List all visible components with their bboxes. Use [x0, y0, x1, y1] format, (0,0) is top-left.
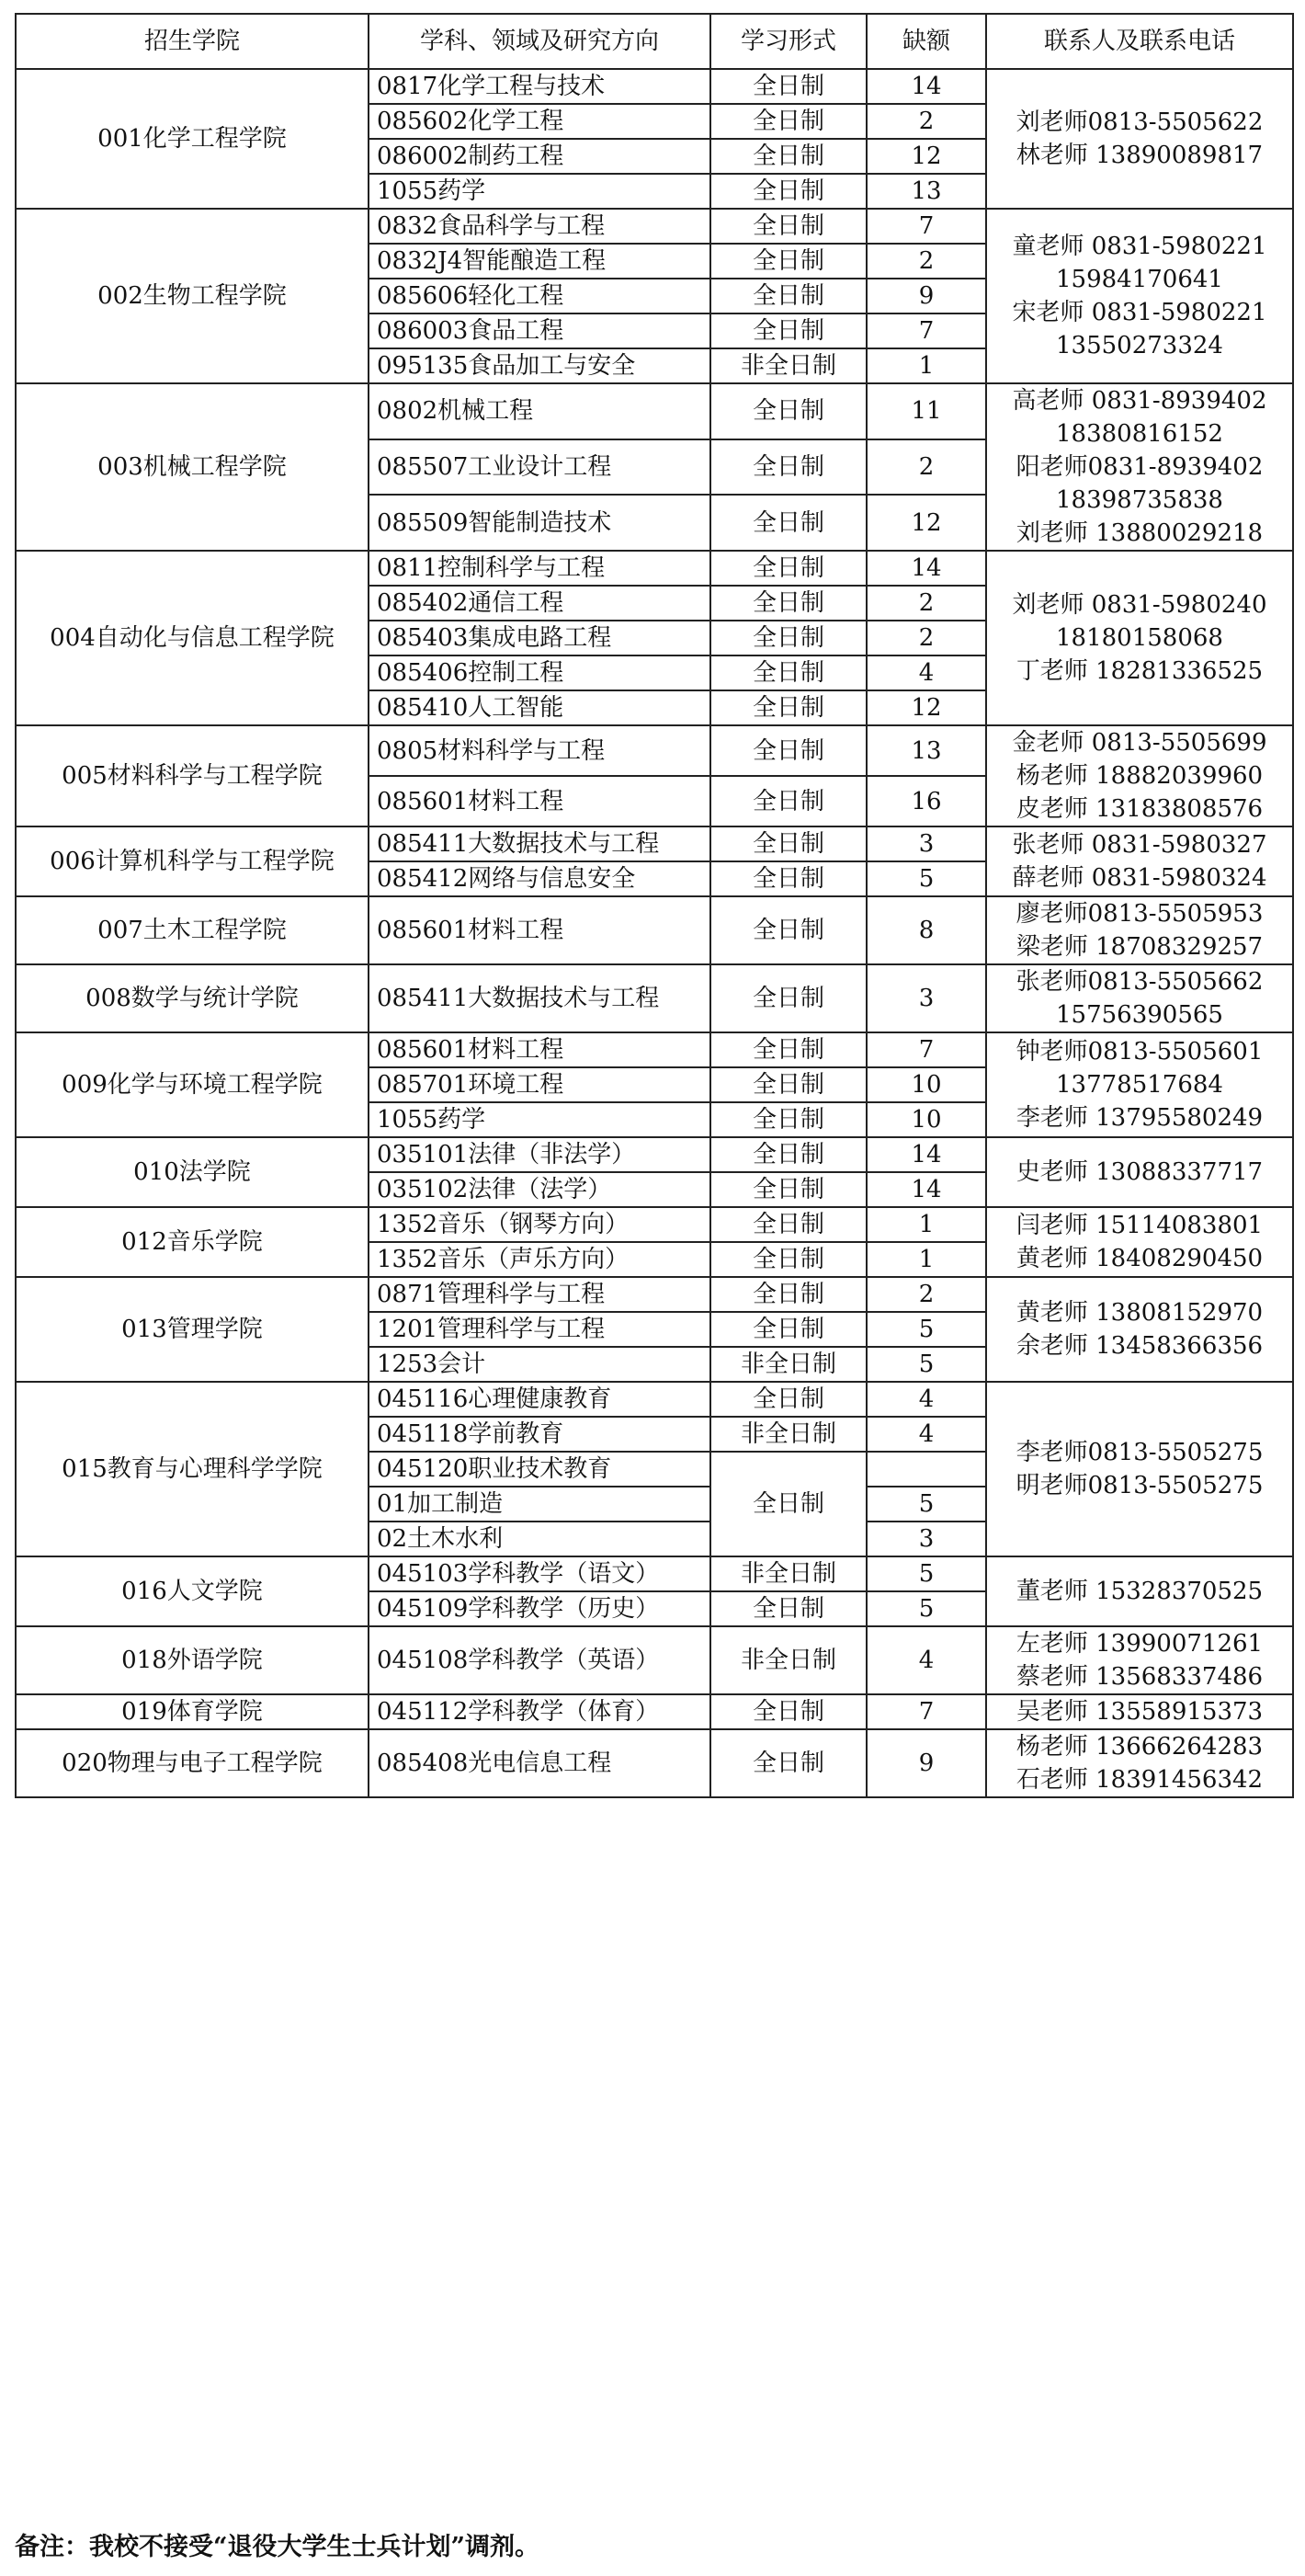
- quota-count: 5: [867, 1556, 986, 1591]
- header-row: [16, 14, 1293, 69]
- table-row: [16, 1207, 1293, 1242]
- study-mode: 全日制: [710, 139, 867, 174]
- school-name: 016人文学院: [16, 1556, 369, 1626]
- quota-count: 5: [867, 1487, 986, 1522]
- quota-count: 9: [867, 1729, 986, 1797]
- contact-line: 金老师 0813-5505699: [1012, 729, 1267, 757]
- contact-line: 闫老师 15114083801: [1016, 1212, 1264, 1239]
- study-mode: 全日制: [710, 439, 867, 496]
- contact-info: [986, 1556, 1293, 1626]
- table-row: [16, 1032, 1293, 1067]
- study-mode: 非全日制: [710, 1417, 867, 1452]
- table-row: [16, 1277, 1293, 1312]
- school-name: 010法学院: [16, 1137, 369, 1207]
- contact-line: 刘老师 13880029218: [1016, 519, 1264, 547]
- contact-info: [986, 1382, 1293, 1556]
- contact-line: 薛老师 0831-5980324: [1012, 864, 1267, 892]
- header-school: 招生学院: [16, 14, 369, 69]
- study-mode: 全日制: [710, 1242, 867, 1277]
- contact-info: [986, 69, 1293, 209]
- contact-line: 15984170641: [1056, 266, 1223, 293]
- vacancy-table: [15, 13, 1294, 1798]
- table-row: [16, 209, 1293, 244]
- subject-name: 085507工业设计工程: [369, 439, 710, 496]
- quota-count: 16: [867, 776, 986, 826]
- table-row: [16, 1382, 1293, 1417]
- contact-info: [986, 1277, 1293, 1382]
- subject-name: 035102法律（法学）: [369, 1172, 710, 1207]
- contact-line: 石老师 18391456342: [1016, 1766, 1264, 1794]
- contact-line: 刘老师0813-5505622: [1016, 108, 1264, 136]
- subject-name: 085411大数据技术与工程: [369, 964, 710, 1032]
- contact-line: 杨老师 18882039960: [1016, 762, 1264, 790]
- contact-line: 明老师0813-5505275: [1016, 1472, 1264, 1499]
- study-mode: 全日制: [710, 209, 867, 244]
- quota-count: 3: [867, 1522, 986, 1556]
- school-name: 005材料科学与工程学院: [16, 725, 369, 826]
- study-mode: 全日制: [710, 826, 867, 861]
- subject-name: 0817化学工程与技术: [369, 69, 710, 104]
- table-row: [16, 725, 1293, 776]
- school-name: 019体育学院: [16, 1694, 369, 1729]
- quota-count: 7: [867, 1032, 986, 1067]
- subject-name: 085606轻化工程: [369, 279, 710, 313]
- subject-name: 0805材料科学与工程: [369, 725, 710, 776]
- table-row: [16, 69, 1293, 104]
- table-row: [16, 383, 1293, 439]
- subject-name: 045120职业技术教育: [369, 1452, 710, 1487]
- subject-name: 085410人工智能: [369, 690, 710, 725]
- contact-line: 余老师 13458366356: [1016, 1332, 1264, 1360]
- quota-count: 14: [867, 69, 986, 104]
- header-study-mode: 学习形式: [710, 14, 867, 69]
- contact-info: [986, 209, 1293, 383]
- quota-count: 2: [867, 104, 986, 139]
- study-mode: 全日制: [710, 69, 867, 104]
- quota-count: 5: [867, 861, 986, 896]
- contact-line: 林老师 13890089817: [1016, 142, 1264, 169]
- quota-count: 13: [867, 725, 986, 776]
- quota-count: [867, 1452, 986, 1487]
- contact-line: 童老师 0831-5980221: [1012, 233, 1267, 260]
- contact-info: [986, 1137, 1293, 1207]
- subject-name: 02土木水利: [369, 1522, 710, 1556]
- contact-info: [986, 826, 1293, 896]
- contact-line: 13778517684: [1056, 1071, 1223, 1099]
- subject-name: 0811控制科学与工程: [369, 551, 710, 586]
- subject-name: 01加工制造: [369, 1487, 710, 1522]
- contact-line: 黄老师 13808152970: [1016, 1299, 1264, 1327]
- quota-count: 1: [867, 1207, 986, 1242]
- quota-count: 12: [867, 690, 986, 725]
- quota-count: 3: [867, 826, 986, 861]
- quota-count: 8: [867, 896, 986, 964]
- school-name: 020物理与电子工程学院: [16, 1729, 369, 1797]
- school-name: 009化学与环境工程学院: [16, 1032, 369, 1137]
- subject-name: 085602化学工程: [369, 104, 710, 139]
- subject-name: 035101法律（非法学）: [369, 1137, 710, 1172]
- contact-line: 阳老师0831-8939402: [1016, 453, 1264, 481]
- study-mode: 非全日制: [710, 348, 867, 383]
- contact-info: [986, 1729, 1293, 1797]
- study-mode: 全日制: [710, 725, 867, 776]
- contact-line: 左老师 13990071261: [1016, 1630, 1264, 1658]
- subject-name: 085601材料工程: [369, 896, 710, 964]
- study-mode: 全日制: [710, 244, 867, 279]
- contact-line: 15756390565: [1056, 1001, 1223, 1029]
- contact-line: 张老师 0831-5980327: [1012, 831, 1267, 859]
- contact-line: 18380816152: [1056, 420, 1223, 448]
- subject-name: 1253会计: [369, 1347, 710, 1382]
- quota-count: 2: [867, 586, 986, 621]
- header-contact: 联系人及联系电话: [986, 14, 1293, 69]
- contact-line: 丁老师 18281336525: [1016, 657, 1264, 685]
- contact-line: 李老师0813-5505275: [1016, 1439, 1264, 1466]
- subject-name: 0832J4智能酿造工程: [369, 244, 710, 279]
- subject-name: 086002制药工程: [369, 139, 710, 174]
- study-mode: 全日制: [710, 1102, 867, 1137]
- study-mode: 全日制: [710, 690, 867, 725]
- study-mode: 全日制: [710, 1729, 867, 1797]
- subject-name: 0802机械工程: [369, 383, 710, 439]
- school-name: 015教育与心理科学学院: [16, 1382, 369, 1556]
- school-name: 008数学与统计学院: [16, 964, 369, 1032]
- study-mode: 全日制: [710, 1694, 867, 1729]
- subject-name: 045108学科教学（英语）: [369, 1626, 710, 1694]
- subject-name: 085601材料工程: [369, 776, 710, 826]
- study-mode: 全日制: [710, 313, 867, 348]
- contact-info: [986, 964, 1293, 1032]
- study-mode: 全日制: [710, 896, 867, 964]
- study-mode: 全日制: [710, 1382, 867, 1417]
- contact-info: [986, 383, 1293, 551]
- study-mode: 全日制: [710, 495, 867, 551]
- subject-name: 045116心理健康教育: [369, 1382, 710, 1417]
- table-row: [16, 964, 1293, 1032]
- table-row: [16, 1626, 1293, 1694]
- school-name: 007土木工程学院: [16, 896, 369, 964]
- contact-line: 18180158068: [1056, 624, 1223, 652]
- table-row: [16, 826, 1293, 861]
- study-mode: 全日制: [710, 964, 867, 1032]
- quota-count: 4: [867, 1417, 986, 1452]
- contact-line: 钟老师0813-5505601: [1016, 1038, 1264, 1066]
- quota-count: 7: [867, 1694, 986, 1729]
- contact-info: [986, 725, 1293, 826]
- quota-count: 10: [867, 1067, 986, 1102]
- contact-line: 杨老师 13666264283: [1016, 1733, 1264, 1761]
- quota-count: 14: [867, 1172, 986, 1207]
- quota-count: 5: [867, 1347, 986, 1382]
- school-name: 006计算机科学与工程学院: [16, 826, 369, 896]
- contact-line: 18398735838: [1056, 486, 1223, 514]
- contact-line: 宋老师 0831-5980221: [1012, 299, 1267, 326]
- subject-name: 085601材料工程: [369, 1032, 710, 1067]
- subject-name: 085412网络与信息安全: [369, 861, 710, 896]
- subject-name: 085509智能制造技术: [369, 495, 710, 551]
- subject-name: 085406控制工程: [369, 655, 710, 690]
- admissions-table-sheet: [15, 13, 1292, 1798]
- subject-name: 1055药学: [369, 1102, 710, 1137]
- study-mode: 全日制: [710, 1452, 867, 1556]
- quota-count: 14: [867, 551, 986, 586]
- study-mode: 非全日制: [710, 1556, 867, 1591]
- quota-count: 9: [867, 279, 986, 313]
- school-name: 013管理学院: [16, 1277, 369, 1382]
- study-mode: 全日制: [710, 1067, 867, 1102]
- subject-name: 1352音乐（钢琴方向）: [369, 1207, 710, 1242]
- footnote: 备注：我校不接受“退役大学生士兵计划”调剂。: [15, 2533, 540, 2561]
- subject-name: 085411大数据技术与工程: [369, 826, 710, 861]
- study-mode: 全日制: [710, 383, 867, 439]
- subject-name: 085408光电信息工程: [369, 1729, 710, 1797]
- study-mode: 全日制: [710, 174, 867, 209]
- study-mode: 非全日制: [710, 1626, 867, 1694]
- school-name: 001化学工程学院: [16, 69, 369, 209]
- quota-count: 2: [867, 244, 986, 279]
- study-mode: 全日制: [710, 551, 867, 586]
- contact-line: 张老师0813-5505662: [1016, 968, 1264, 996]
- quota-count: 7: [867, 313, 986, 348]
- contact-line: 刘老师 0831-5980240: [1012, 591, 1267, 619]
- subject-name: 0871管理科学与工程: [369, 1277, 710, 1312]
- subject-name: 1352音乐（声乐方向）: [369, 1242, 710, 1277]
- subject-name: 045118学前教育: [369, 1417, 710, 1452]
- study-mode: 非全日制: [710, 1347, 867, 1382]
- school-name: 004自动化与信息工程学院: [16, 551, 369, 725]
- study-mode: 全日制: [710, 776, 867, 826]
- subject-name: 085403集成电路工程: [369, 621, 710, 655]
- table-row: [16, 1137, 1293, 1172]
- study-mode: 全日制: [710, 861, 867, 896]
- quota-count: 2: [867, 1277, 986, 1312]
- quota-count: 7: [867, 209, 986, 244]
- study-mode: 全日制: [710, 1207, 867, 1242]
- subject-name: 0832食品科学与工程: [369, 209, 710, 244]
- subject-name: 045109学科教学（历史）: [369, 1591, 710, 1626]
- subject-name: 085701环境工程: [369, 1067, 710, 1102]
- school-name: 002生物工程学院: [16, 209, 369, 383]
- table-row: [16, 896, 1293, 964]
- contact-line: 梁老师 18708329257: [1016, 933, 1264, 961]
- header-subject: 学科、领域及研究方向: [369, 14, 710, 69]
- subject-name: 045112学科教学（体育）: [369, 1694, 710, 1729]
- contact-info: [986, 1694, 1293, 1729]
- study-mode: 全日制: [710, 586, 867, 621]
- table-row: [16, 551, 1293, 586]
- contact-line: 蔡老师 13568337486: [1016, 1663, 1264, 1691]
- contact-line: 史老师 13088337717: [1016, 1158, 1264, 1186]
- school-name: 003机械工程学院: [16, 383, 369, 551]
- contact-info: [986, 1032, 1293, 1137]
- quota-count: 4: [867, 1626, 986, 1694]
- quota-count: 11: [867, 383, 986, 439]
- school-name: 018外语学院: [16, 1626, 369, 1694]
- contact-line: 李老师 13795580249: [1016, 1104, 1264, 1132]
- quota-count: 1: [867, 348, 986, 383]
- study-mode: 全日制: [710, 1172, 867, 1207]
- study-mode: 全日制: [710, 621, 867, 655]
- subject-name: 1201管理科学与工程: [369, 1312, 710, 1347]
- contact-line: 董老师 15328370525: [1016, 1578, 1264, 1605]
- header-quota: 缺额: [867, 14, 986, 69]
- school-name: 012音乐学院: [16, 1207, 369, 1277]
- study-mode: 全日制: [710, 1591, 867, 1626]
- study-mode: 全日制: [710, 655, 867, 690]
- quota-count: 12: [867, 495, 986, 551]
- subject-name: 095135食品加工与安全: [369, 348, 710, 383]
- subject-name: 085402通信工程: [369, 586, 710, 621]
- quota-count: 10: [867, 1102, 986, 1137]
- subject-name: 045103学科教学（语文）: [369, 1556, 710, 1591]
- quota-count: 12: [867, 139, 986, 174]
- quota-count: 14: [867, 1137, 986, 1172]
- table-row: [16, 1729, 1293, 1797]
- table-row: [16, 1556, 1293, 1591]
- study-mode: 全日制: [710, 1137, 867, 1172]
- study-mode: 全日制: [710, 1312, 867, 1347]
- quota-count: 3: [867, 964, 986, 1032]
- table-row: [16, 1694, 1293, 1729]
- contact-line: 皮老师 13183808576: [1016, 795, 1264, 823]
- contact-line: 廖老师0813-5505953: [1016, 900, 1264, 928]
- contact-line: 黄老师 18408290450: [1016, 1245, 1264, 1272]
- quota-count: 2: [867, 621, 986, 655]
- study-mode: 全日制: [710, 279, 867, 313]
- quota-count: 4: [867, 655, 986, 690]
- contact-info: [986, 1207, 1293, 1277]
- quota-count: 2: [867, 439, 986, 496]
- subject-name: 086003食品工程: [369, 313, 710, 348]
- study-mode: 全日制: [710, 1032, 867, 1067]
- quota-count: 5: [867, 1591, 986, 1626]
- contact-info: [986, 896, 1293, 964]
- quota-count: 1: [867, 1242, 986, 1277]
- study-mode: 全日制: [710, 1277, 867, 1312]
- contact-info: [986, 551, 1293, 725]
- contact-line: 13550273324: [1056, 332, 1223, 359]
- subject-name: 1055药学: [369, 174, 710, 209]
- contact-info: [986, 1626, 1293, 1694]
- quota-count: 13: [867, 174, 986, 209]
- study-mode: 全日制: [710, 104, 867, 139]
- quota-count: 4: [867, 1382, 986, 1417]
- contact-line: 吴老师 13558915373: [1016, 1698, 1264, 1726]
- contact-line: 高老师 0831-8939402: [1012, 387, 1267, 415]
- quota-count: 5: [867, 1312, 986, 1347]
